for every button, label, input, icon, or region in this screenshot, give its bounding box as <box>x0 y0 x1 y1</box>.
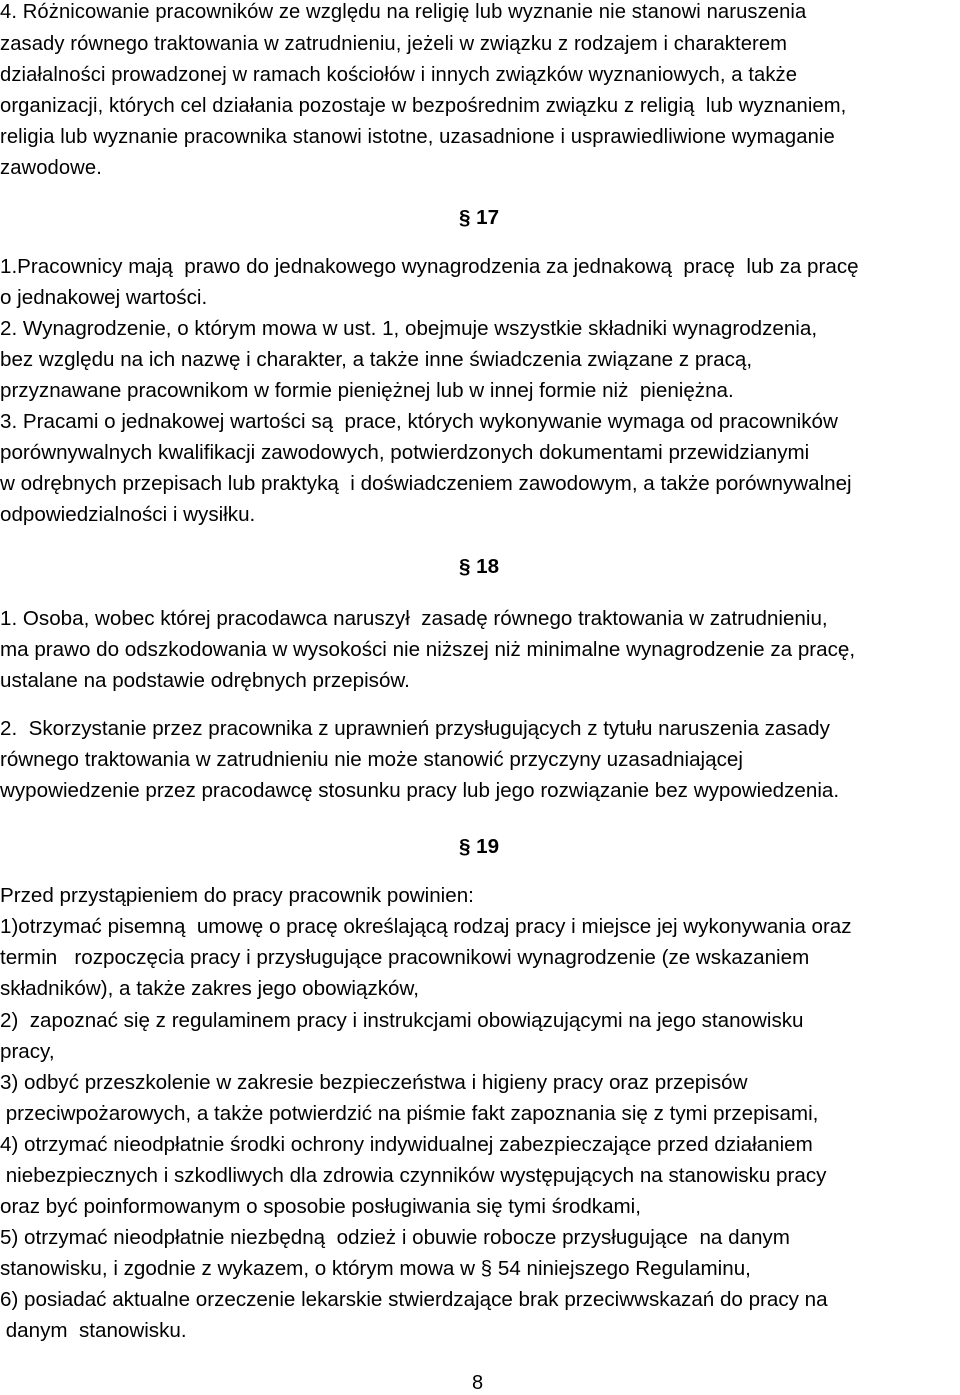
section-17-line: bez względu na ich nazwę i charakter, a także inne świadczenia związane z pracą, <box>0 348 753 371</box>
section-19-line: przeciwpożarowych, a także potwierdzić na piśmie fakt zapoznania się z tymi przepisami, <box>0 1102 819 1125</box>
section-19-line: termin rozpoczęcia pracy i przysługujące pracownikowi wynagrodzenie (ze wskazaniem <box>0 946 810 969</box>
paragraph-4-line: zawodowe. <box>0 157 102 179</box>
section-17-line: 1.Pracownicy mają prawo do jednakowego wynagrodzenia za jednakową pracę lub za pracę <box>0 255 859 278</box>
section-17-line: przyznawane pracownikom w formie pieniężnej lub w innej formie niż pieniężna. <box>0 379 734 402</box>
section-19-line: 2) zapoznać się z regulaminem pracy i instrukcjami obowiązującymi na jego stanowisku <box>0 1009 804 1032</box>
paragraph-4-line: religia lub wyznanie pracownika stanowi istotne, uzasadnione i usprawiedliwione wymaganie <box>0 126 835 148</box>
section-17-line: w odrębnych przepisach lub praktyką i doświadczeniem zawodowym, a także porównywalnej <box>0 472 852 495</box>
section-19-line: niebezpiecznych i szkodliwych dla zdrowia czynników występujących na stanowisku pracy <box>0 1164 827 1187</box>
section-18-line: równego traktowania w zatrudnieniu nie może stanowić przyczyny uzasadniającej <box>0 748 743 771</box>
section-19-line: składników), a także zakres jego obowiązków, <box>0 977 419 1000</box>
section-18-line: 1. Osoba, wobec której pracodawca naruszył zasadę równego traktowania w zatrudnieniu, <box>0 607 828 630</box>
section-18-line: ma prawo do odszkodowania w wysokości nie niższej niż minimalne wynagrodzenie za pracę, <box>0 638 856 661</box>
section-19-line: oraz być poinformowanym o sposobie posługiwania się tymi środkami, <box>0 1195 641 1218</box>
section-18-line: 2. Skorzystanie przez pracownika z uprawnień przysługujących z tytułu naruszenia zasady <box>0 717 830 740</box>
section-19-line: pracy, <box>0 1040 55 1063</box>
section-19-line: 4) otrzymać nieodpłatnie środki ochrony indywidualnej zabezpieczające przed działaniem <box>0 1133 813 1156</box>
section-19-line: 5) otrzymać nieodpłatnie niezbędną odzież i obuwie robocze przysługujące na danym <box>0 1226 790 1249</box>
paragraph-4-line: organizacji, których cel działania pozostaje w bezpośrednim związku z religią lub wyznaniem, <box>0 95 847 117</box>
section-18-heading: § 18 <box>459 555 500 578</box>
section-19-line: 1)otrzymać pisemną umowę o pracę określającą rodzaj pracy i miejsce jej wykonywania oraz <box>0 915 852 938</box>
section-17-heading: § 17 <box>459 206 500 229</box>
section-19-line: stanowisku, i zgodnie z wykazem, o którym mowa w § 54 niniejszego Regulaminu, <box>0 1257 751 1280</box>
page-number: 8 <box>472 1372 484 1394</box>
section-17-line: 3. Pracami o jednakowej wartości są prace, których wykonywanie wymaga od pracowników <box>0 410 838 433</box>
section-17-line: o jednakowej wartości. <box>0 286 208 309</box>
section-17-line: odpowiedzialności i wysiłku. <box>0 503 256 526</box>
section-19-line: danym stanowisku. <box>0 1319 187 1342</box>
paragraph-4-line: zasady równego traktowania w zatrudnieniu, jeżeli w związku z rodzajem i charakterem <box>0 33 788 55</box>
section-19-line: Przed przystąpieniem do pracy pracownik powinien: <box>0 884 474 907</box>
section-17-line: 2. Wynagrodzenie, o którym mowa w ust. 1, obejmuje wszystkie składniki wynagrodzenia, <box>0 317 818 340</box>
paragraph-4-line: działalności prowadzonej w ramach kościołów i innych związków wyznaniowych, a także <box>0 64 798 86</box>
section-18-line: ustalane na podstawie odrębnych przepisów. <box>0 669 410 692</box>
section-18-line: wypowiedzenie przez pracodawcę stosunku pracy lub jego rozwiązanie bez wypowiedzenia. <box>0 779 840 802</box>
section-19-line: 6) posiadać aktualne orzeczenie lekarskie stwierdzające brak przeciwwskazań do pracy na <box>0 1288 828 1311</box>
section-17-line: porównywalnych kwalifikacji zawodowych, potwierdzonych dokumentami przewidzianymi <box>0 441 810 464</box>
section-19-line: 3) odbyć przeszkolenie w zakresie bezpieczeństwa i higieny pracy oraz przepisów <box>0 1071 748 1094</box>
paragraph-4-line: 4. Różnicowanie pracowników ze względu na religię lub wyznanie nie stanowi naruszenia <box>0 1 807 23</box>
section-19-heading: § 19 <box>459 835 500 858</box>
